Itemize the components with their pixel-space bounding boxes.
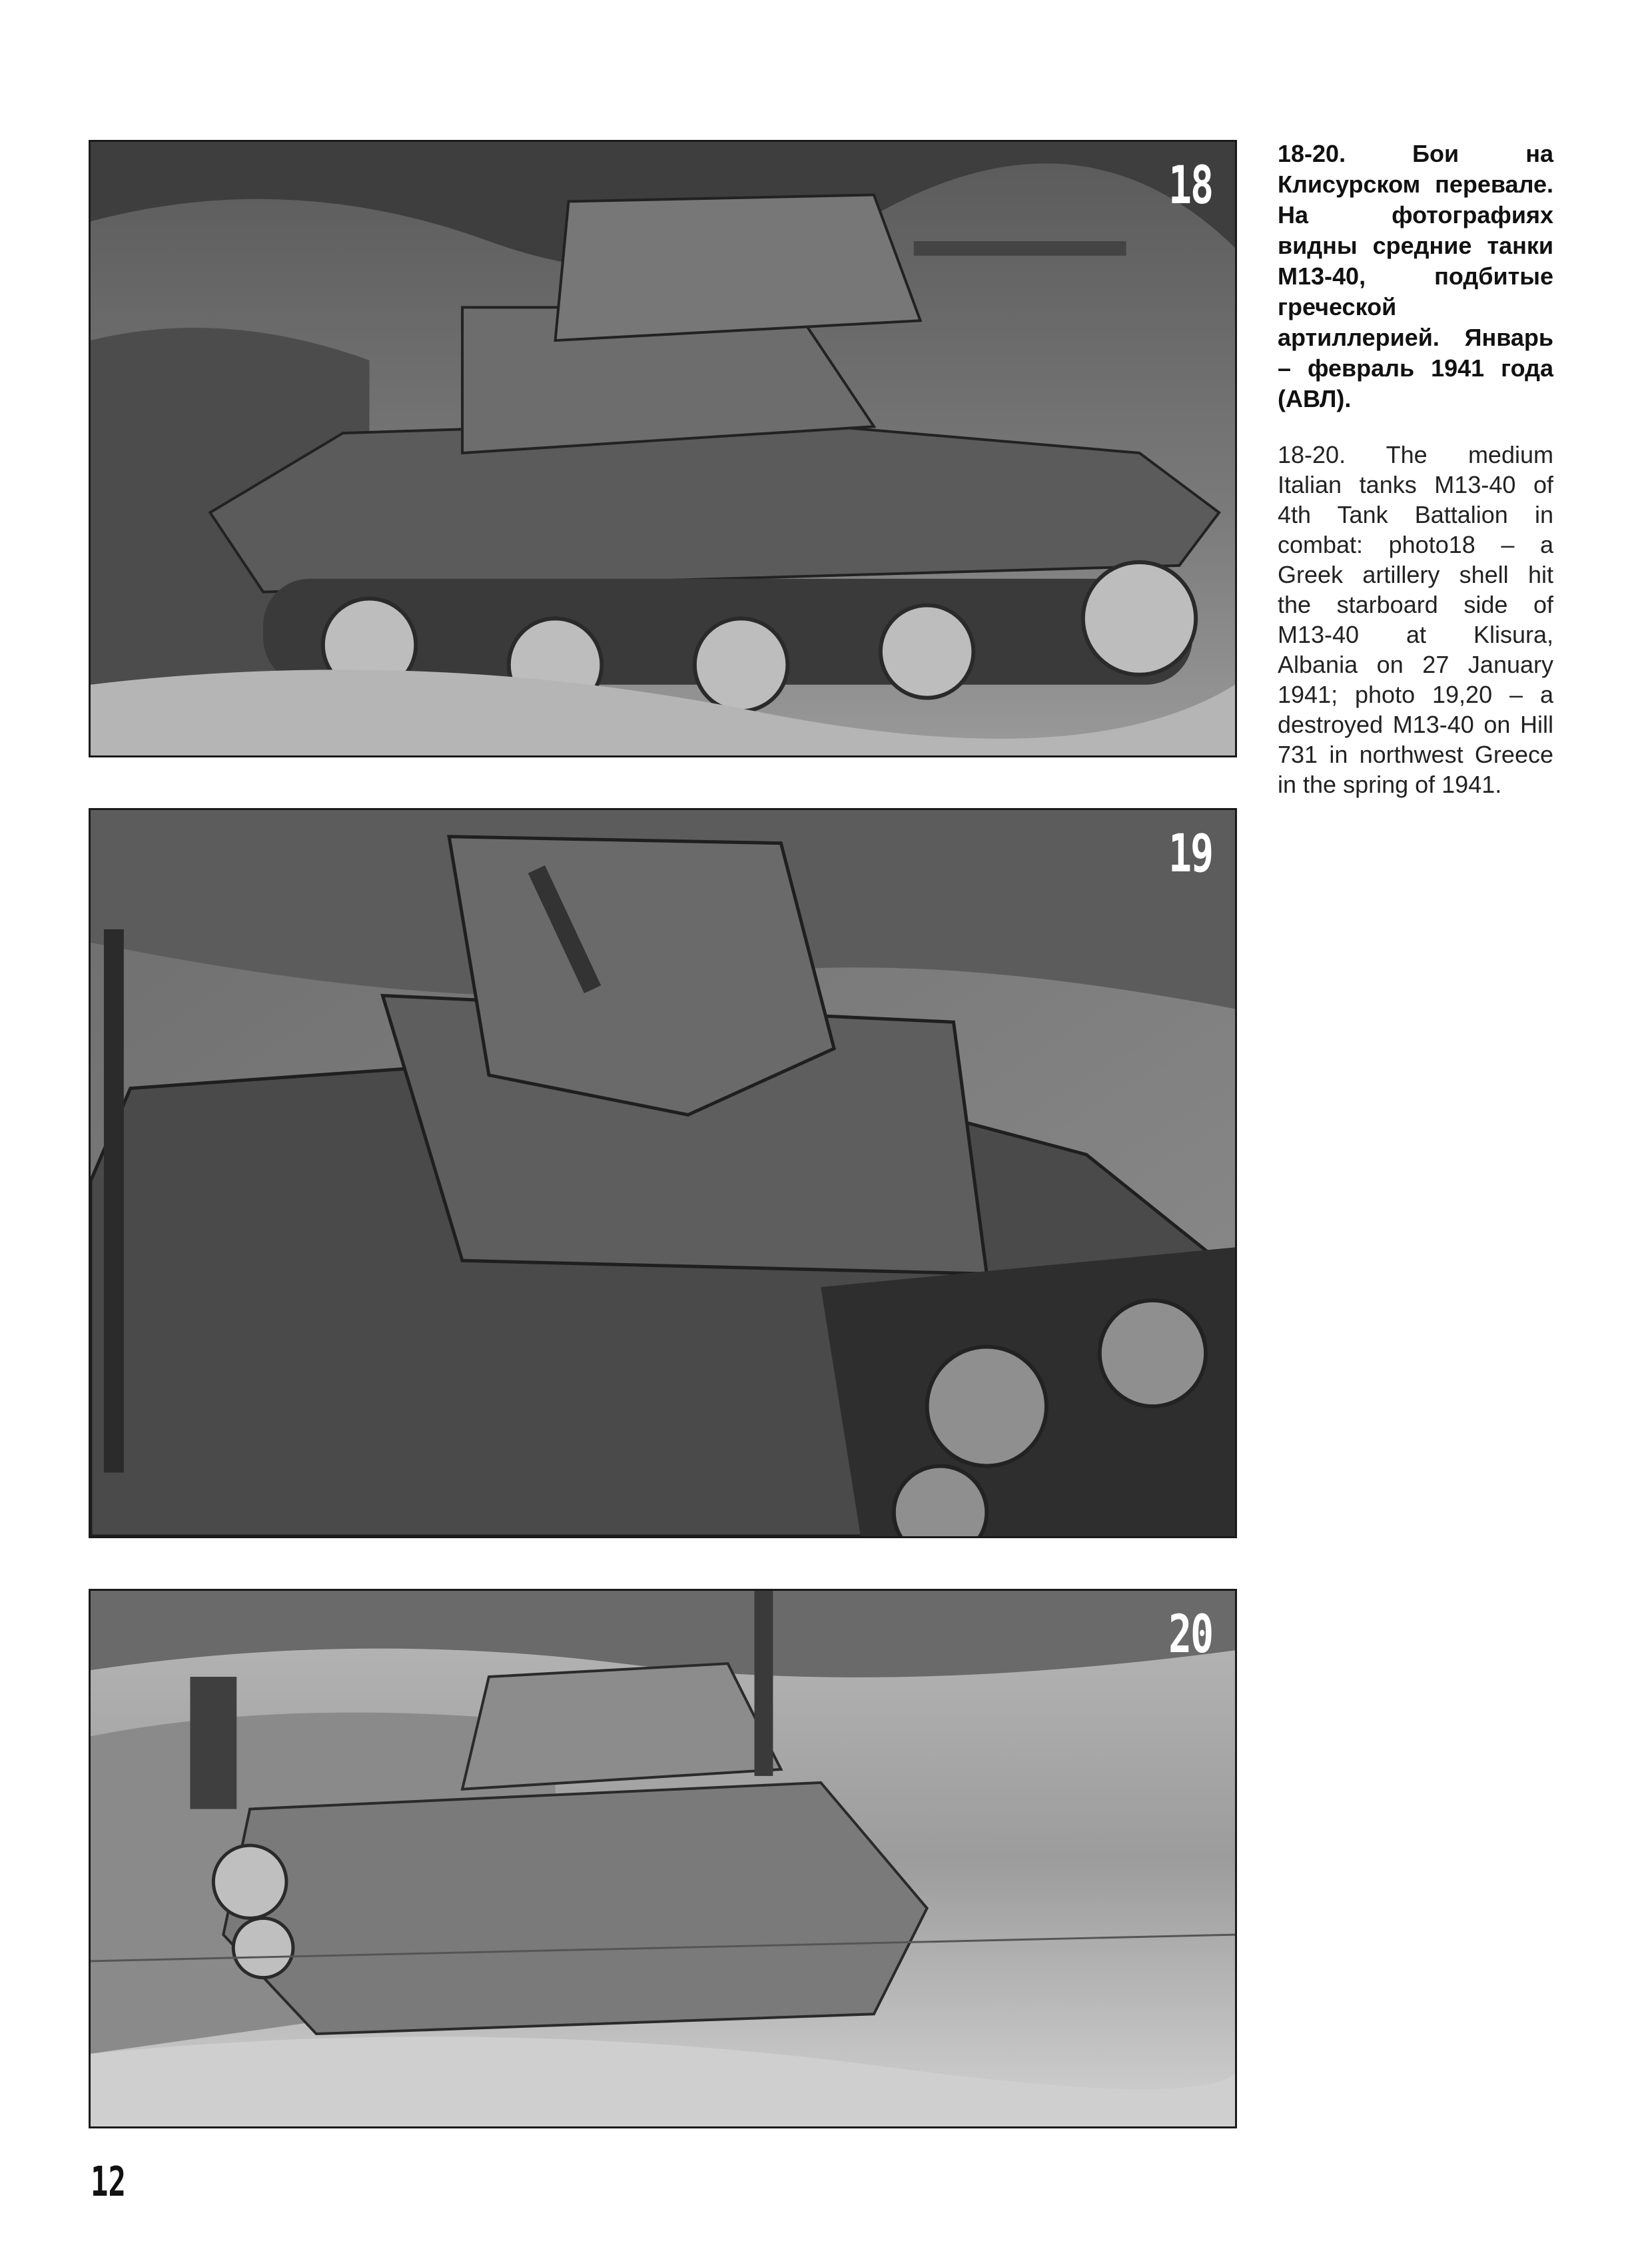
photo-20-image bbox=[91, 1591, 1235, 2126]
photo-number-20: 20 bbox=[1168, 1603, 1212, 1665]
photo-19-image bbox=[91, 810, 1235, 1536]
photo-number-19: 19 bbox=[1168, 823, 1212, 885]
photo-18-image bbox=[91, 142, 1235, 755]
caption-english: 18-20. The medium Italian tanks M13-40 of 4th Tank Battalion in combat: photo18 – a Greek artillery shell hit the starboard side of M13-40 at Klisura, Albania on 27 January 1941; photo 19,20 – a destroyed M13-40 on Hill 731 in northwest Greece in the spring of 1941. bbox=[1278, 441, 1553, 798]
photo-number-18: 18 bbox=[1168, 155, 1212, 217]
photo-20 bbox=[89, 1589, 1237, 2128]
photo-18 bbox=[89, 140, 1237, 757]
photo-19 bbox=[89, 808, 1237, 1538]
page-number: 12 bbox=[91, 2158, 126, 2206]
caption-russian: 18-20. Бои на Клисурском перевале. На фотографиях видны средние танки М13-40, подбитые греческой артиллерией. Январь – февраль 1941 года (АВЛ). bbox=[1278, 140, 1553, 412]
